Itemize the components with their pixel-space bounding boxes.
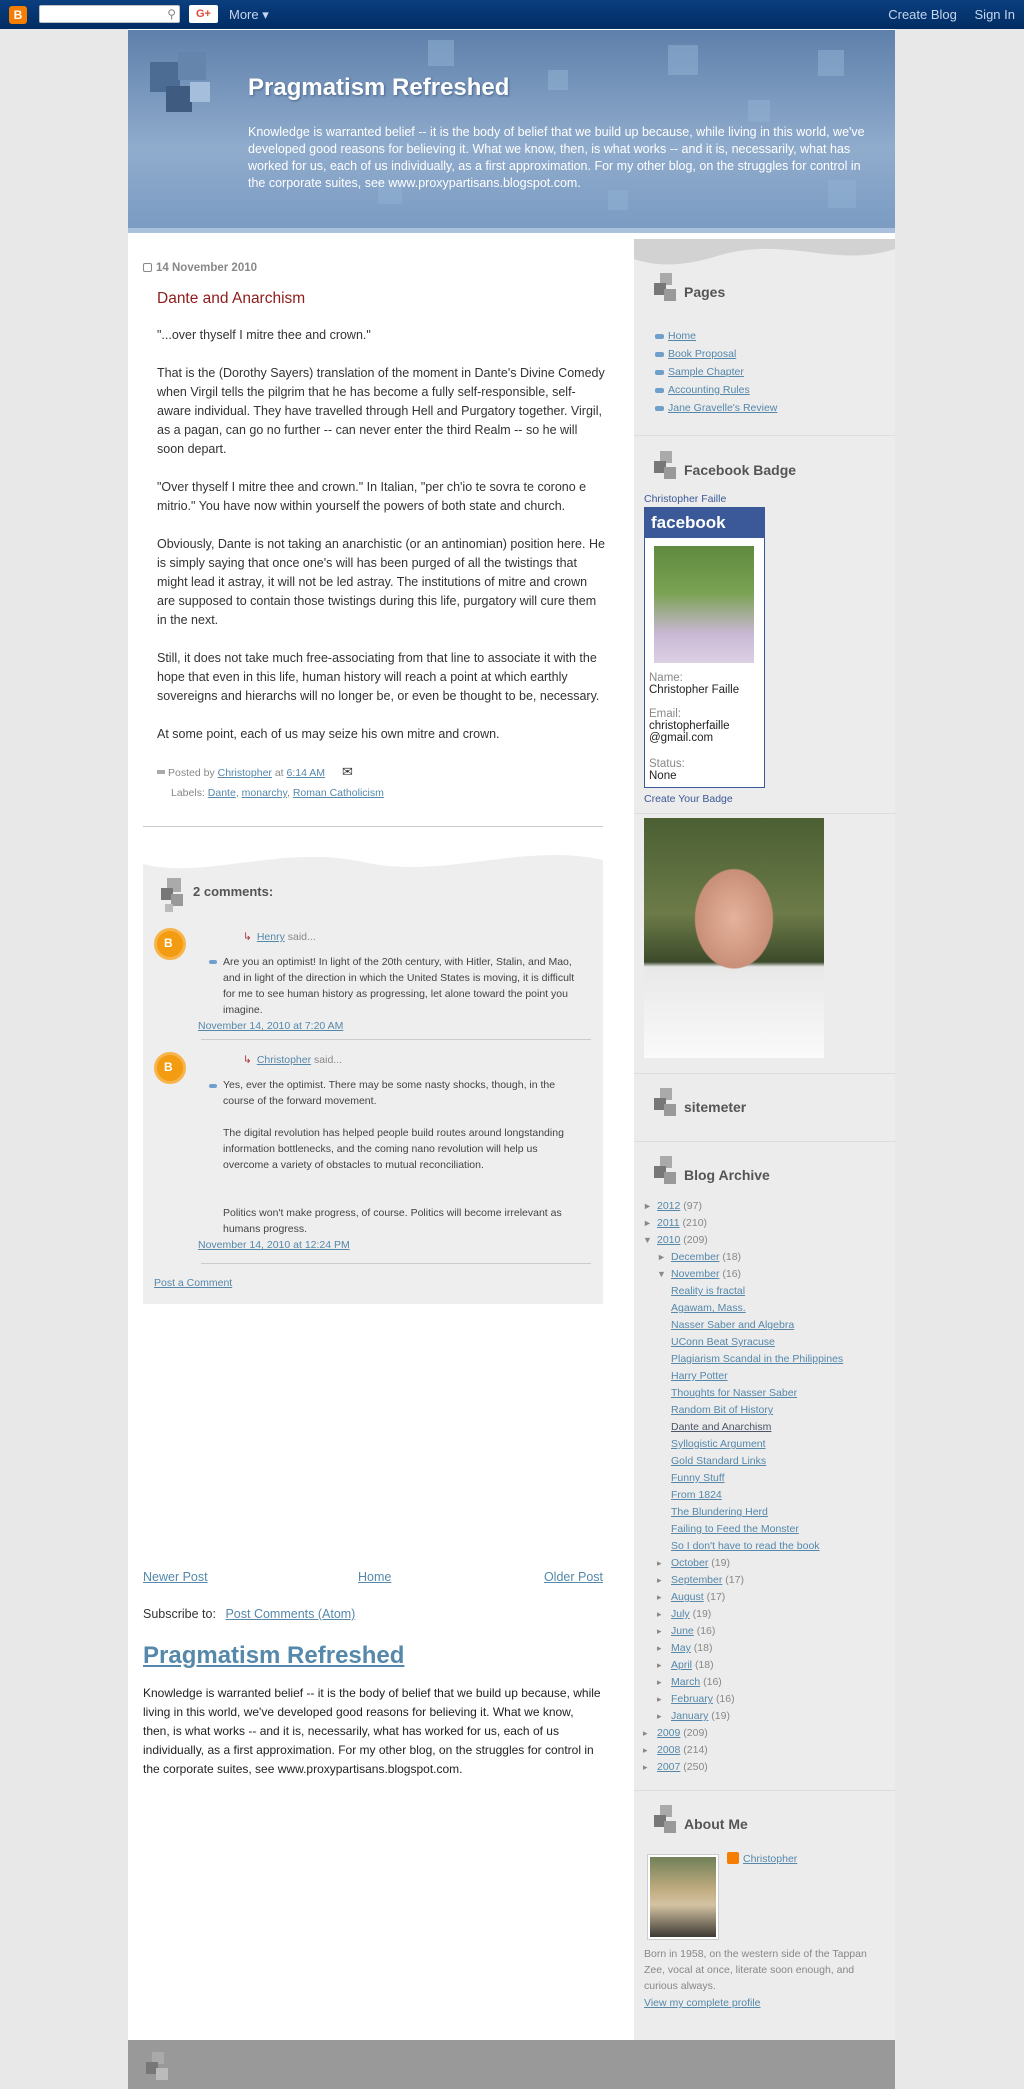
- month-link[interactable]: March: [671, 1676, 701, 1688]
- about-text: Born in 1958, on the western side of the Tappan Zee, vocal at once, literate soon enough, and curious always.: [644, 1948, 867, 1992]
- sidebar-divider: [634, 813, 895, 814]
- archive-post-link[interactable]: Nasser Saber and Algebra: [671, 1319, 795, 1331]
- month-link[interactable]: October: [671, 1557, 709, 1569]
- month-link[interactable]: September: [671, 1574, 723, 1586]
- fb-status-label: Status:: [649, 758, 685, 770]
- toggle-collapsed-icon[interactable]: ►: [643, 1201, 652, 1211]
- archive-post-link[interactable]: Harry Potter: [671, 1370, 728, 1382]
- archive-post-link[interactable]: UConn Beat Syracuse: [671, 1336, 775, 1348]
- blogger-navbar: [0, 0, 1024, 29]
- archive-post-item[interactable]: [643, 1368, 843, 1385]
- about-widget-icon: [652, 1805, 678, 1837]
- archive-post-link[interactable]: Reality is fractal: [671, 1285, 746, 1297]
- date-header: [143, 262, 257, 274]
- toggle-collapsed-icon[interactable]: ▸: [657, 1694, 662, 1704]
- author-link[interactable]: Christopher: [217, 767, 272, 779]
- post-count: (209): [683, 1234, 708, 1246]
- comments-count: 2 comments:: [193, 884, 274, 899]
- commenter-avatar-icon[interactable]: [154, 1052, 186, 1084]
- archive-post-link[interactable]: From 1824: [671, 1489, 722, 1501]
- label-link[interactable]: monarchy: [241, 787, 287, 799]
- archive-post-link[interactable]: Plagiarism Scandal in the Philippines: [671, 1353, 844, 1365]
- more-label: More: [229, 7, 259, 22]
- comment-body: The digital revolution has helped people build routes around longstanding information bottlenecks, and the coming nano revolution will help us overcome a variety of obstacles to mutual reconciliation.: [223, 1127, 564, 1171]
- archive-post-item[interactable]: [643, 1470, 843, 1487]
- page-item[interactable]: [655, 345, 777, 363]
- home-link[interactable]: Home: [358, 1570, 392, 1584]
- post-date: 14 November 2010: [156, 262, 258, 274]
- calendar-icon: [143, 263, 152, 272]
- post-count: (209): [683, 1727, 708, 1739]
- pages-list: [655, 327, 777, 417]
- comment-body: Are you an optimist! In light of the 20th century, with Hitler, Stalin, and Mao, and in light of the direction in which the United States is moving, it is difficult for me to see human history as progressing, let alone toward the point you imagine.: [223, 956, 575, 1016]
- subscribe-link[interactable]: Post Comments (Atom): [225, 1607, 356, 1621]
- fb-name-label: Name:: [649, 672, 683, 684]
- post-time-link[interactable]: 6:14 AM: [286, 767, 326, 779]
- facebook-widget-title: Facebook Badge: [684, 462, 797, 478]
- archive-year[interactable]: [643, 1725, 843, 1742]
- labels-label: Labels:: [171, 787, 205, 799]
- post-body: [157, 326, 605, 744]
- toggle-collapsed-icon[interactable]: ►: [657, 1252, 666, 1262]
- email-post-icon[interactable]: ✉: [341, 764, 353, 779]
- header-logo-icon: [150, 52, 220, 122]
- month-link[interactable]: February: [671, 1693, 714, 1705]
- post-count: (97): [683, 1200, 702, 1212]
- page-link[interactable]: Home: [668, 330, 697, 342]
- comment-divider: [201, 1263, 591, 1264]
- toggle-collapsed-icon[interactable]: ▸: [657, 1677, 662, 1687]
- post-count: (18): [722, 1251, 742, 1263]
- archive-year[interactable]: [643, 1742, 843, 1759]
- page-item[interactable]: [655, 399, 777, 417]
- about-widget-title: About Me: [684, 1816, 748, 1832]
- post-count: (17): [725, 1574, 744, 1586]
- post-count: (16): [722, 1268, 742, 1280]
- month-link[interactable]: January: [671, 1710, 709, 1722]
- archive-month[interactable]: [643, 1572, 843, 1589]
- toggle-collapsed-icon[interactable]: ▸: [657, 1626, 662, 1636]
- page-link[interactable]: Jane Gravelle's Review: [668, 402, 778, 414]
- post-count: (19): [692, 1608, 712, 1620]
- post-icon: [157, 770, 165, 774]
- comment-author-link[interactable]: Henry: [256, 931, 285, 943]
- google-plus-button[interactable]: G+: [189, 5, 218, 23]
- fb-name-value: Christopher Faille: [649, 684, 740, 696]
- blog-header: [128, 30, 895, 233]
- facebook-widget-icon: [652, 451, 678, 483]
- sitemeter-widget-title: sitemeter: [684, 1099, 747, 1115]
- subscribe-label: Subscribe to:: [143, 1607, 216, 1621]
- post-footer: [157, 764, 353, 780]
- facebook-name-link[interactable]: Christopher Faille: [644, 493, 727, 505]
- page-item[interactable]: [655, 381, 777, 399]
- fb-status-value: None: [649, 770, 677, 782]
- month-link[interactable]: December: [671, 1251, 720, 1263]
- comment-bullet-icon: [209, 960, 217, 964]
- comment-author: [243, 1054, 342, 1066]
- comment-bullet-icon: [209, 1084, 217, 1088]
- archive-post-link[interactable]: Dante and Anarchism: [671, 1421, 772, 1433]
- archive-month[interactable]: [643, 1640, 843, 1657]
- create-badge-link[interactable]: Create Your Badge: [644, 793, 733, 805]
- footer-blog-title[interactable]: Pragmatism Refreshed: [143, 1642, 405, 1669]
- fb-status-field: [649, 758, 685, 782]
- post-count: (16): [703, 1676, 722, 1688]
- facebook-badge[interactable]: [644, 507, 765, 788]
- sitemeter-widget-icon: [652, 1088, 678, 1120]
- archive-post-item[interactable]: [643, 1351, 843, 1368]
- comments-section: [143, 850, 603, 1304]
- sidebar-divider: [634, 435, 895, 436]
- toggle-collapsed-icon[interactable]: ▸: [643, 1762, 648, 1772]
- sidebar-divider: [634, 1073, 895, 1074]
- post-comment-link[interactable]: Post a Comment: [154, 1277, 233, 1289]
- archive-month[interactable]: [643, 1708, 843, 1725]
- archive-post-link[interactable]: Agawam, Mass.: [671, 1302, 746, 1314]
- archive-post-link[interactable]: Gold Standard Links: [671, 1455, 767, 1467]
- post-title: Dante and Anarchism: [157, 290, 306, 307]
- month-link[interactable]: May: [671, 1642, 691, 1654]
- search-input[interactable]: [39, 5, 180, 23]
- about-photo[interactable]: [648, 1855, 718, 1939]
- fb-email-label: Email:: [649, 708, 681, 720]
- archive-month[interactable]: [643, 1623, 843, 1640]
- archive-year[interactable]: [643, 1232, 843, 1249]
- archive-post-link[interactable]: So I don't have to read the book: [671, 1540, 820, 1552]
- post-paragraph: At some point, each of us may seize his own mitre and crown.: [157, 727, 500, 741]
- footer-description: Knowledge is warranted belief -- it is the body of belief that we build up because, while living in this world, we've developed good reasons for believing it. What we know, then, is what works -- and it is, necessarily, what has worked for us, each of us individually, as a first approximation. For my other blog, on the struggles for control in the corporate suites, see www.proxypartisans.blogspot.com.: [143, 1686, 601, 1776]
- post-paragraph: Obviously, Dante is not taking an anarchistic (or an antinomian) position here. He is simply saying that once one's will has been purged of all the twistings that might lead it astray, it will not be led astray. The institutions of mitre and crown are supposed to contain those twistings during this life, purgatory will cure them in the next.: [157, 537, 605, 627]
- page-link[interactable]: Book Proposal: [668, 348, 737, 360]
- blog-archive: [643, 1198, 843, 1776]
- comment-body: Yes, ever the optimist. There may be some nasty shocks, though, in the course of the forward movement.: [223, 1079, 556, 1107]
- said-label: said...: [314, 1054, 343, 1066]
- post-count: (214): [683, 1744, 708, 1756]
- archive-post-link[interactable]: Failing to Feed the Monster: [671, 1523, 799, 1535]
- archive-year[interactable]: [643, 1215, 843, 1232]
- month-link[interactable]: April: [671, 1659, 693, 1671]
- archive-post-item[interactable]: [643, 1283, 843, 1300]
- comment-author-link[interactable]: Christopher: [256, 1054, 312, 1066]
- toggle-collapsed-icon[interactable]: ▸: [657, 1575, 662, 1585]
- toggle-collapsed-icon[interactable]: ▸: [657, 1592, 662, 1602]
- label-link[interactable]: Roman Catholicism: [292, 787, 384, 799]
- archive-month[interactable]: [643, 1555, 843, 1572]
- toggle-collapsed-icon[interactable]: ▸: [657, 1643, 662, 1653]
- blog-title[interactable]: Pragmatism Refreshed: [248, 74, 510, 101]
- year-link[interactable]: 2008: [657, 1744, 681, 1756]
- page-item[interactable]: [655, 327, 777, 345]
- archive-widget-title: Blog Archive: [684, 1167, 770, 1183]
- profile-photo: [644, 818, 824, 1058]
- month-link[interactable]: June: [671, 1625, 694, 1637]
- fb-name-field: [649, 672, 739, 696]
- archive-posts: [643, 1283, 843, 1555]
- post-count: (210): [682, 1217, 708, 1229]
- archive-post-link[interactable]: Funny Stuff: [671, 1472, 725, 1484]
- year-link[interactable]: 2012: [657, 1200, 681, 1212]
- comment-divider: [201, 1039, 591, 1040]
- archive-post-item[interactable]: [643, 1402, 843, 1419]
- archive-month[interactable]: [643, 1249, 843, 1266]
- facebook-logo: facebook: [645, 508, 764, 538]
- page-link[interactable]: Sample Chapter: [668, 366, 744, 378]
- blogger-logo-icon[interactable]: B: [9, 6, 27, 24]
- year-link[interactable]: 2010: [657, 1234, 681, 1246]
- comment-author: [243, 931, 316, 943]
- fb-email-value-2: @gmail.com: [649, 732, 714, 744]
- archive-post-link[interactable]: The Blundering Herd: [671, 1506, 768, 1518]
- pages-widget-title: Pages: [684, 284, 726, 300]
- more-menu[interactable]: [229, 7, 269, 23]
- archive-post-item[interactable]: [643, 1419, 843, 1436]
- comment-body: Politics won't make progress, of course. Politics will become irrelevant as humans progress.: [223, 1207, 562, 1235]
- said-label: said...: [287, 931, 316, 943]
- toggle-expanded-icon[interactable]: ▼: [643, 1235, 652, 1245]
- fb-email-field: [649, 708, 730, 744]
- archive-post-item[interactable]: [643, 1300, 843, 1317]
- page-link[interactable]: Accounting Rules: [668, 384, 750, 396]
- facebook-profile-photo: [654, 546, 754, 663]
- footer-icon: [144, 2052, 170, 2084]
- toggle-collapsed-icon[interactable]: ▸: [657, 1660, 662, 1670]
- post-paragraph: Still, it does not take much free-associating from that line to associate it with the hope that even in this life, human history will reach a point at which earthly sovereigns and hierarchs will no longer be, or even be thought to be, necessary.: [157, 651, 600, 703]
- at-label: at: [274, 767, 284, 779]
- month-link[interactable]: July: [671, 1608, 690, 1620]
- post-count: (18): [693, 1642, 713, 1654]
- post-count: (18): [694, 1659, 714, 1671]
- archive-post-item[interactable]: [643, 1436, 843, 1453]
- post-count: (17): [706, 1591, 726, 1603]
- year-link[interactable]: 2009: [657, 1727, 681, 1739]
- post-paragraph: "...over thyself I mitre thee and crown.": [157, 328, 371, 342]
- archive-post-item[interactable]: [643, 1334, 843, 1351]
- label-link[interactable]: Dante: [207, 787, 236, 799]
- post-paragraph: That is the (Dorothy Sayers) translation of the moment in Dante's Divine Comedy when Virgil tells the pilgrim that he has become a fully self-responsible, self-aware individual. They have travelled through Hell and Purgatory together. Virgil, as a pagan, can go no further -- can never enter the third Realm -- so he will soon depart.: [157, 366, 605, 456]
- about-name: [727, 1852, 797, 1865]
- archive-post-item[interactable]: [643, 1521, 843, 1538]
- archive-month[interactable]: [643, 1674, 843, 1691]
- toggle-collapsed-icon[interactable]: ▸: [657, 1558, 662, 1568]
- toggle-collapsed-icon[interactable]: ►: [643, 1218, 652, 1228]
- post-count: (16): [715, 1693, 735, 1705]
- archive-post-item[interactable]: [643, 1538, 843, 1555]
- month-link[interactable]: November: [671, 1268, 720, 1280]
- archive-month[interactable]: [643, 1266, 843, 1283]
- blog-description: Knowledge is warranted belief -- it is the body of belief that we build up because, while living in this world, we've developed good reasons for believing it. What we know, then, is what works -- and it is, necessarily, what has worked for us, each of us individually, as a first approximation. For my other blog, on the struggles for control in the corporate suites, see www.proxypartisans.blogspot.com.: [248, 125, 865, 190]
- post-count: (19): [711, 1557, 730, 1569]
- year-link[interactable]: 2011: [657, 1217, 680, 1229]
- toggle-expanded-icon[interactable]: ▼: [657, 1269, 666, 1279]
- archive-post-item[interactable]: [643, 1385, 843, 1402]
- create-blog-link[interactable]: Create Blog: [888, 7, 957, 22]
- archive-post-link[interactable]: Syllogistic Argument: [671, 1438, 766, 1450]
- reply-arrow-icon: ↳: [243, 931, 252, 943]
- post-count: (250): [683, 1761, 708, 1773]
- search-icon[interactable]: ⚲: [167, 7, 176, 21]
- archive-years: [643, 1725, 843, 1776]
- archive-post-link[interactable]: Thoughts for Nasser Saber: [671, 1387, 798, 1399]
- sidebar-divider: [634, 1790, 895, 1791]
- archive-post-item[interactable]: [643, 1317, 843, 1334]
- archive-month[interactable]: [643, 1606, 843, 1623]
- archive-post-item[interactable]: [643, 1453, 843, 1470]
- toggle-collapsed-icon[interactable]: ▸: [657, 1711, 662, 1721]
- commenter-avatar-icon[interactable]: [154, 928, 186, 960]
- divider: [143, 826, 603, 827]
- month-link[interactable]: August: [671, 1591, 704, 1603]
- footer-band: [128, 2040, 895, 2089]
- page-item[interactable]: [655, 363, 777, 381]
- toggle-collapsed-icon[interactable]: ▸: [657, 1609, 662, 1619]
- subscribe: [143, 1607, 355, 1621]
- archive-year[interactable]: [643, 1759, 843, 1776]
- sidebar-divider: [634, 1141, 895, 1142]
- archive-post-link[interactable]: Random Bit of History: [671, 1404, 774, 1416]
- archive-post-item[interactable]: [643, 1504, 843, 1521]
- archive-month[interactable]: [643, 1589, 843, 1606]
- older-post-link[interactable]: Older Post: [543, 1570, 603, 1584]
- comments-icon: [161, 878, 187, 912]
- post-count: (19): [711, 1710, 730, 1722]
- comment-time-link[interactable]: November 14, 2010 at 12:24 PM: [198, 1239, 350, 1251]
- archive-widget-icon: [652, 1156, 678, 1188]
- blogger-profile-icon: [727, 1852, 739, 1864]
- fb-email-value: christopherfaille: [649, 720, 730, 732]
- archive-months: [643, 1555, 843, 1725]
- year-link[interactable]: 2007: [657, 1761, 681, 1773]
- post-paragraph: "Over thyself I mitre thee and crown." In Italian, "per ch'io te sovra te corono e mitrio." You have now within yourself the powers of both state and church.: [157, 480, 587, 513]
- archive-month[interactable]: [643, 1657, 843, 1674]
- toggle-collapsed-icon[interactable]: ▸: [643, 1728, 648, 1738]
- newer-post-link[interactable]: Newer Post: [143, 1570, 208, 1584]
- sign-in-link[interactable]: Sign In: [974, 7, 1015, 22]
- comment-time-link[interactable]: November 14, 2010 at 7:20 AM: [198, 1020, 344, 1032]
- archive-year[interactable]: [643, 1198, 843, 1215]
- posted-by-label: Posted by: [168, 767, 215, 779]
- about-name-link[interactable]: Christopher: [743, 1853, 798, 1865]
- view-profile-link[interactable]: View my complete profile: [644, 1997, 761, 2009]
- toggle-collapsed-icon[interactable]: ▸: [643, 1745, 648, 1755]
- pages-widget-icon: [652, 273, 678, 305]
- archive-month[interactable]: [643, 1691, 843, 1708]
- post-labels: Labels: Dante, monarchy, Roman Catholicism: [171, 787, 384, 799]
- archive-post-item[interactable]: [643, 1487, 843, 1504]
- post-count: (16): [696, 1625, 716, 1637]
- chevron-down-icon: ▾: [262, 7, 269, 22]
- reply-arrow-icon: ↳: [243, 1054, 252, 1066]
